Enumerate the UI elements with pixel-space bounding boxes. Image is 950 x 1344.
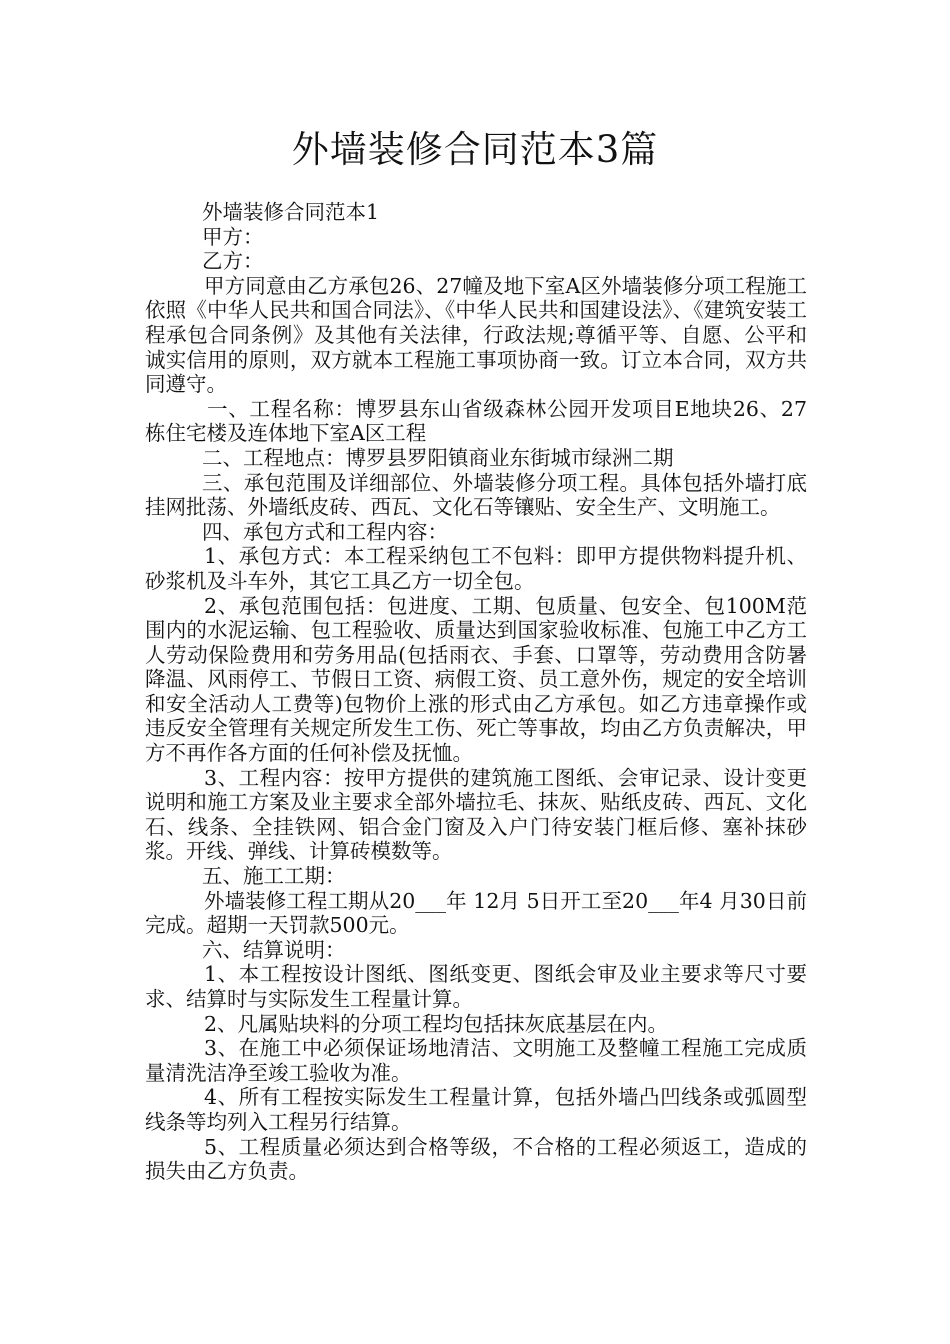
section-settlement-heading: 六、结算说明： (202, 937, 346, 962)
section-project-location: 二、工程地点：博罗县罗阳镇商业东街城市绿洲二期 (202, 445, 674, 470)
clause-settlement-3: 3、在施工中必须保证场地清洁、文明施工及整幢工程施工完成质量清洗洁净至竣工验收为准。 (145, 1036, 807, 1085)
document-title: 外墙装修合同范本3篇 (291, 128, 659, 171)
clause-settlement-5: 5、工程质量必须达到合格等级，不合格的工程必须返工，造成的损失由乙方负责。 (145, 1134, 807, 1184)
clause-settlement-2: 2、凡属贴块料的分项工程均包括抹灰底基层在内。 (204, 1011, 669, 1036)
document-body (145, 200, 807, 1184)
party-a-line: 甲方： (202, 224, 264, 249)
clause-contract-method: 1、承包方式：本工程采纳包工不包料：即甲方提供物料提升机、砂浆机及斗车外，其它工具乙方一切全包。 (145, 544, 807, 593)
clause-settlement-4: 4、所有工程按实际发生工程量计算，包括外墙凸凹线条或弧圆型线条等均列入工程另行结算。 (145, 1085, 807, 1134)
section-contract-method-heading: 四、承包方式和工程内容： (202, 519, 448, 544)
clause-schedule: 外墙装修工程工期从20___年 12月 5日开工至20___年4 月30日前完成。超期一天罚款500元。 (145, 888, 807, 938)
preamble-paragraph: 甲方同意由乙方承包26、27幢及地下室A区外墙装修分项工程施工依照《中华人民共和国合同法》、《中华人民共和国建设法》、《建筑安装工程承包合同条例》及其他有关法律，行政法规;尊循平等、自愿、公平和诚实信用的原则，双方就本工程施工事项协商一致。订立本合同，双方共同遵守。 (145, 273, 807, 397)
clause-contract-coverage: 2、承包范围包括：包进度、工期、包质量、包安全、包100M范围内的水泥运输、包工程验收、质量达到国家验收标准、包施工中乙方工人劳动保险费用和劳务用品(包括雨衣、手套、口罩等，劳动费用含防暑降温、风雨停工、节假日工资、病假工资、员工意外伤，规定的安全培训和安全活动人工费等)包物价上涨的形式由乙方承包。如乙方违章操作或违反安全管理有关规定所发生工伤、死亡等事故，均由乙方负责解决，甲方不再作各方面的任何补偿及抚恤。 (145, 593, 807, 766)
clause-settlement-1: 1、本工程按设计图纸、图纸变更、图纸会审及业主要求等尺寸要求、结算时与实际发生工程量计算。 (145, 962, 807, 1011)
party-b-line: 乙方： (202, 249, 264, 274)
section-project-name: 一、工程名称：博罗县东山省级森林公园开发项目E地块26、27栋住宅楼及连体地下室A区工程 (145, 396, 807, 446)
section-contract-scope: 三、承包范围及详细部位、外墙装修分项工程。具体包括外墙打底挂网批荡、外墙纸皮砖、西瓦、文化石等镶贴、安全生产、文明施工。 (145, 470, 807, 520)
section-schedule-heading: 五、施工工期： (202, 864, 346, 889)
clause-work-content: 3、工程内容：按甲方提供的建筑施工图纸、会审记录、设计变更说明和施工方案及业主要求全部外墙拉毛、抹灰、贴纸皮砖、西瓦、文化石、线条、全挂铁网、铝合金门窗及入户门待安装门框后修、塞补抹砂浆。开线、弹线、计算砖模数等。 (145, 765, 807, 864)
contract-subtitle: 外墙装修合同范本1 (202, 200, 380, 224)
